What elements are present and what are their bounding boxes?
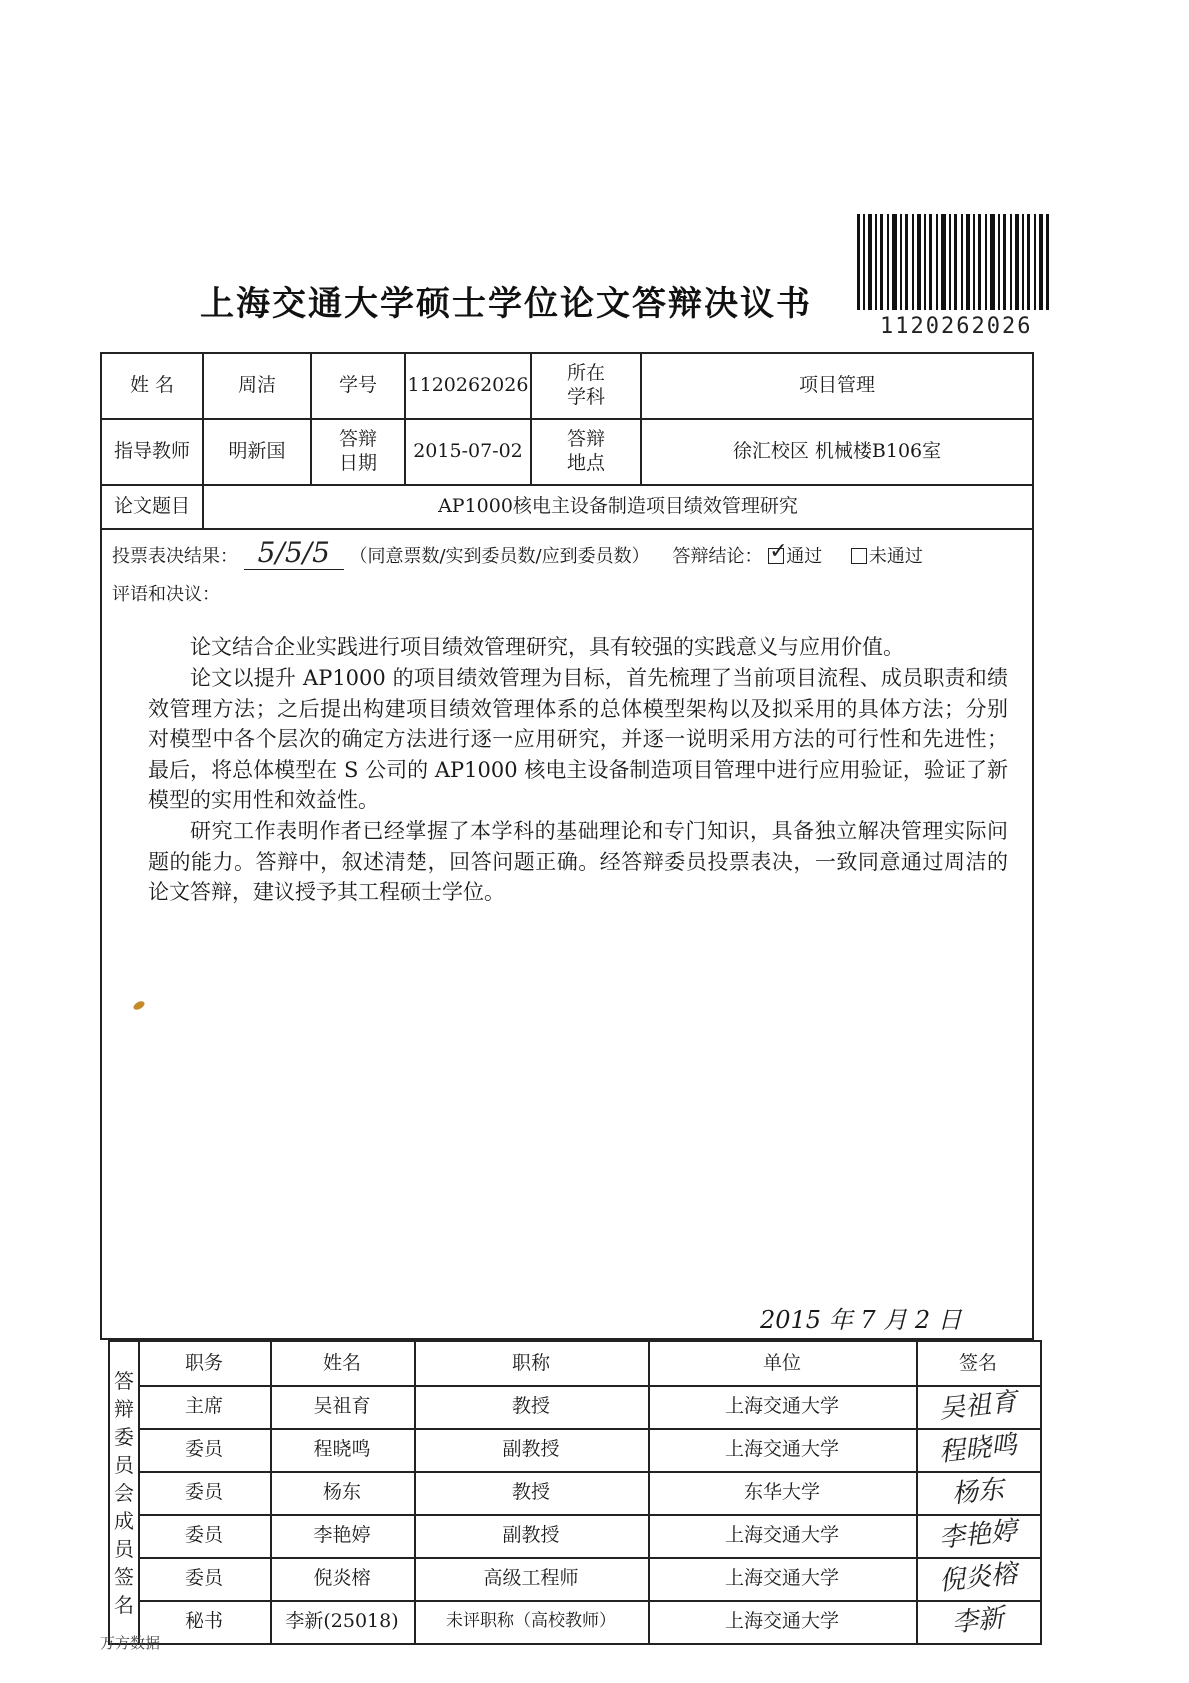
advisor-value: 明新国 xyxy=(228,440,286,463)
committee-header-unit: 单位 xyxy=(762,1351,801,1374)
signature-mark: 杨东 xyxy=(950,1474,1006,1510)
committee-role: 秘书 xyxy=(184,1609,223,1632)
committee-side-label xyxy=(110,1342,138,1643)
info-table xyxy=(100,352,1034,530)
fail-option-label: 未通过 xyxy=(868,546,923,567)
side-label-char: 答 xyxy=(114,1368,134,1393)
defense-date-label-line2: 日期 xyxy=(338,452,377,474)
signature-mark: 李艳婷 xyxy=(937,1516,1019,1555)
barcode-number: 1120262026 xyxy=(880,314,1033,339)
defense-date-value: 2015-07-02 xyxy=(413,440,523,463)
pass-checkbox[interactable] xyxy=(768,548,784,564)
name-label: 姓 名 xyxy=(129,374,175,397)
student-id-label: 学号 xyxy=(338,374,377,397)
signature-mark: 李新 xyxy=(950,1603,1006,1639)
committee-signature xyxy=(916,1600,1040,1643)
side-label-char: 员 xyxy=(114,1536,134,1561)
committee-title: 副教授 xyxy=(502,1523,560,1546)
vote-result: 5/5/5 xyxy=(244,536,344,570)
committee-name: 倪炎榕 xyxy=(313,1566,371,1589)
committee-title: 教授 xyxy=(511,1480,550,1503)
committee-title: 教授 xyxy=(511,1394,550,1417)
source-footer: 万方数据 xyxy=(100,1634,161,1652)
discipline-value: 项目管理 xyxy=(798,374,875,397)
committee-name: 李新(25018) xyxy=(285,1609,399,1632)
committee-signature xyxy=(916,1471,1040,1514)
vote-label: 投票表决结果： xyxy=(112,546,238,567)
discipline-label-line2: 学科 xyxy=(566,386,605,408)
comments-label: 评语和决议： xyxy=(112,584,220,605)
committee-role: 主席 xyxy=(184,1394,223,1417)
committee-name: 程晓鸣 xyxy=(313,1437,371,1460)
committee-header-title: 职称 xyxy=(511,1351,550,1374)
committee-unit: 上海交通大学 xyxy=(724,1566,839,1589)
side-label-char: 成 xyxy=(114,1508,134,1533)
advisor-label: 指导教师 xyxy=(113,440,190,463)
barcode xyxy=(857,214,1049,310)
pass-option-label: 通过 xyxy=(786,546,823,567)
vote-note: （同意票数/实到委员数/应到委员数） xyxy=(349,546,650,567)
signature-mark: 吴祖育 xyxy=(937,1387,1019,1426)
committee-unit: 上海交通大学 xyxy=(724,1523,839,1546)
side-label-char: 名 xyxy=(114,1592,134,1617)
discipline-label xyxy=(532,354,640,418)
side-label-char: 委 xyxy=(114,1424,134,1449)
committee-signature xyxy=(916,1514,1040,1557)
side-label-char: 员 xyxy=(114,1452,134,1477)
side-label-char: 会 xyxy=(114,1480,134,1505)
comment-paragraph-3: 研究工作表明作者已经掌握了本学科的基础理论和专门知识，具备独立解决管理实际问题的能力。答辩中，叙述清楚，回答问题正确。经答辩委员投票表决，一致同意通过周洁的论文答辩，建议授予其工程硕士学位。 xyxy=(148,819,1008,904)
committee-unit: 上海交通大学 xyxy=(724,1609,839,1632)
committee-header-name: 姓名 xyxy=(322,1351,361,1374)
committee-signature xyxy=(916,1385,1040,1428)
committee-role: 委员 xyxy=(184,1566,223,1589)
decision-date: 2015 年 7 月 2 日 xyxy=(760,1306,962,1334)
defense-date-label-line1: 答辩 xyxy=(338,428,377,451)
defense-place-label-line2: 地点 xyxy=(566,452,605,474)
committee-unit: 东华大学 xyxy=(743,1480,820,1503)
fail-checkbox[interactable] xyxy=(851,548,867,564)
comment-paragraph-2: 论文以提升 AP1000 的项目绩效管理为目标，首先梳理了当前项目流程、成员职责和绩效管理方法；之后提出构建项目绩效管理体系的总体模型架构以及拟采用的具体方法；分别对模型中各个层次的确定方法进行逐一应用研究，并逐一说明采用方法的可行性和先进性；最后，将总体模型在 S 公司的 AP1000 核电主设备制造项目管理中进行应用验证，验证了新模型的实用性和效益性。 xyxy=(148,666,1008,812)
document-title: 上海交通大学硕士学位论文答辩决议书 xyxy=(200,284,812,324)
committee-signature xyxy=(916,1428,1040,1471)
committee-role: 委员 xyxy=(184,1480,223,1503)
committee-table xyxy=(108,1340,1042,1645)
side-label-char: 签 xyxy=(114,1564,134,1589)
committee-title: 高级工程师 xyxy=(483,1566,579,1589)
committee-name: 李艳婷 xyxy=(313,1523,371,1546)
committee-header-role: 职务 xyxy=(184,1351,223,1374)
committee-unit: 上海交通大学 xyxy=(724,1437,839,1460)
thesis-title-label: 论文题目 xyxy=(113,495,190,518)
defense-place-value: 徐汇校区 机械楼B106室 xyxy=(732,440,942,463)
committee-name: 吴祖育 xyxy=(313,1394,371,1417)
defense-date-label xyxy=(312,420,404,484)
signature-mark: 倪炎榕 xyxy=(937,1559,1019,1598)
vote-row xyxy=(112,536,923,570)
committee-signature xyxy=(916,1557,1040,1600)
committee-role: 委员 xyxy=(184,1523,223,1546)
committee-role: 委员 xyxy=(184,1437,223,1460)
name-value: 周洁 xyxy=(237,374,276,397)
thesis-title-value: AP1000核电主设备制造项目绩效管理研究 xyxy=(438,495,798,518)
signature-mark: 程晓鸣 xyxy=(937,1430,1019,1469)
side-label-char: 辩 xyxy=(114,1396,134,1421)
student-id-value: 1120262026 xyxy=(407,374,529,397)
defense-place-label xyxy=(532,420,640,484)
discipline-label-line1: 所在 xyxy=(566,362,605,385)
defense-place-label-line1: 答辩 xyxy=(566,428,605,451)
committee-name: 杨东 xyxy=(322,1480,361,1503)
committee-title: 未评职称（高校教师） xyxy=(446,1610,616,1631)
conclusion-label: 答辩结论： xyxy=(672,546,763,567)
committee-unit: 上海交通大学 xyxy=(724,1394,839,1417)
committee-title: 副教授 xyxy=(502,1437,560,1460)
comment-paragraph-1: 论文结合企业实践进行项目绩效管理研究，具有较强的实践意义与应用价值。 xyxy=(190,635,904,659)
committee-header-signature: 签名 xyxy=(958,1351,997,1374)
